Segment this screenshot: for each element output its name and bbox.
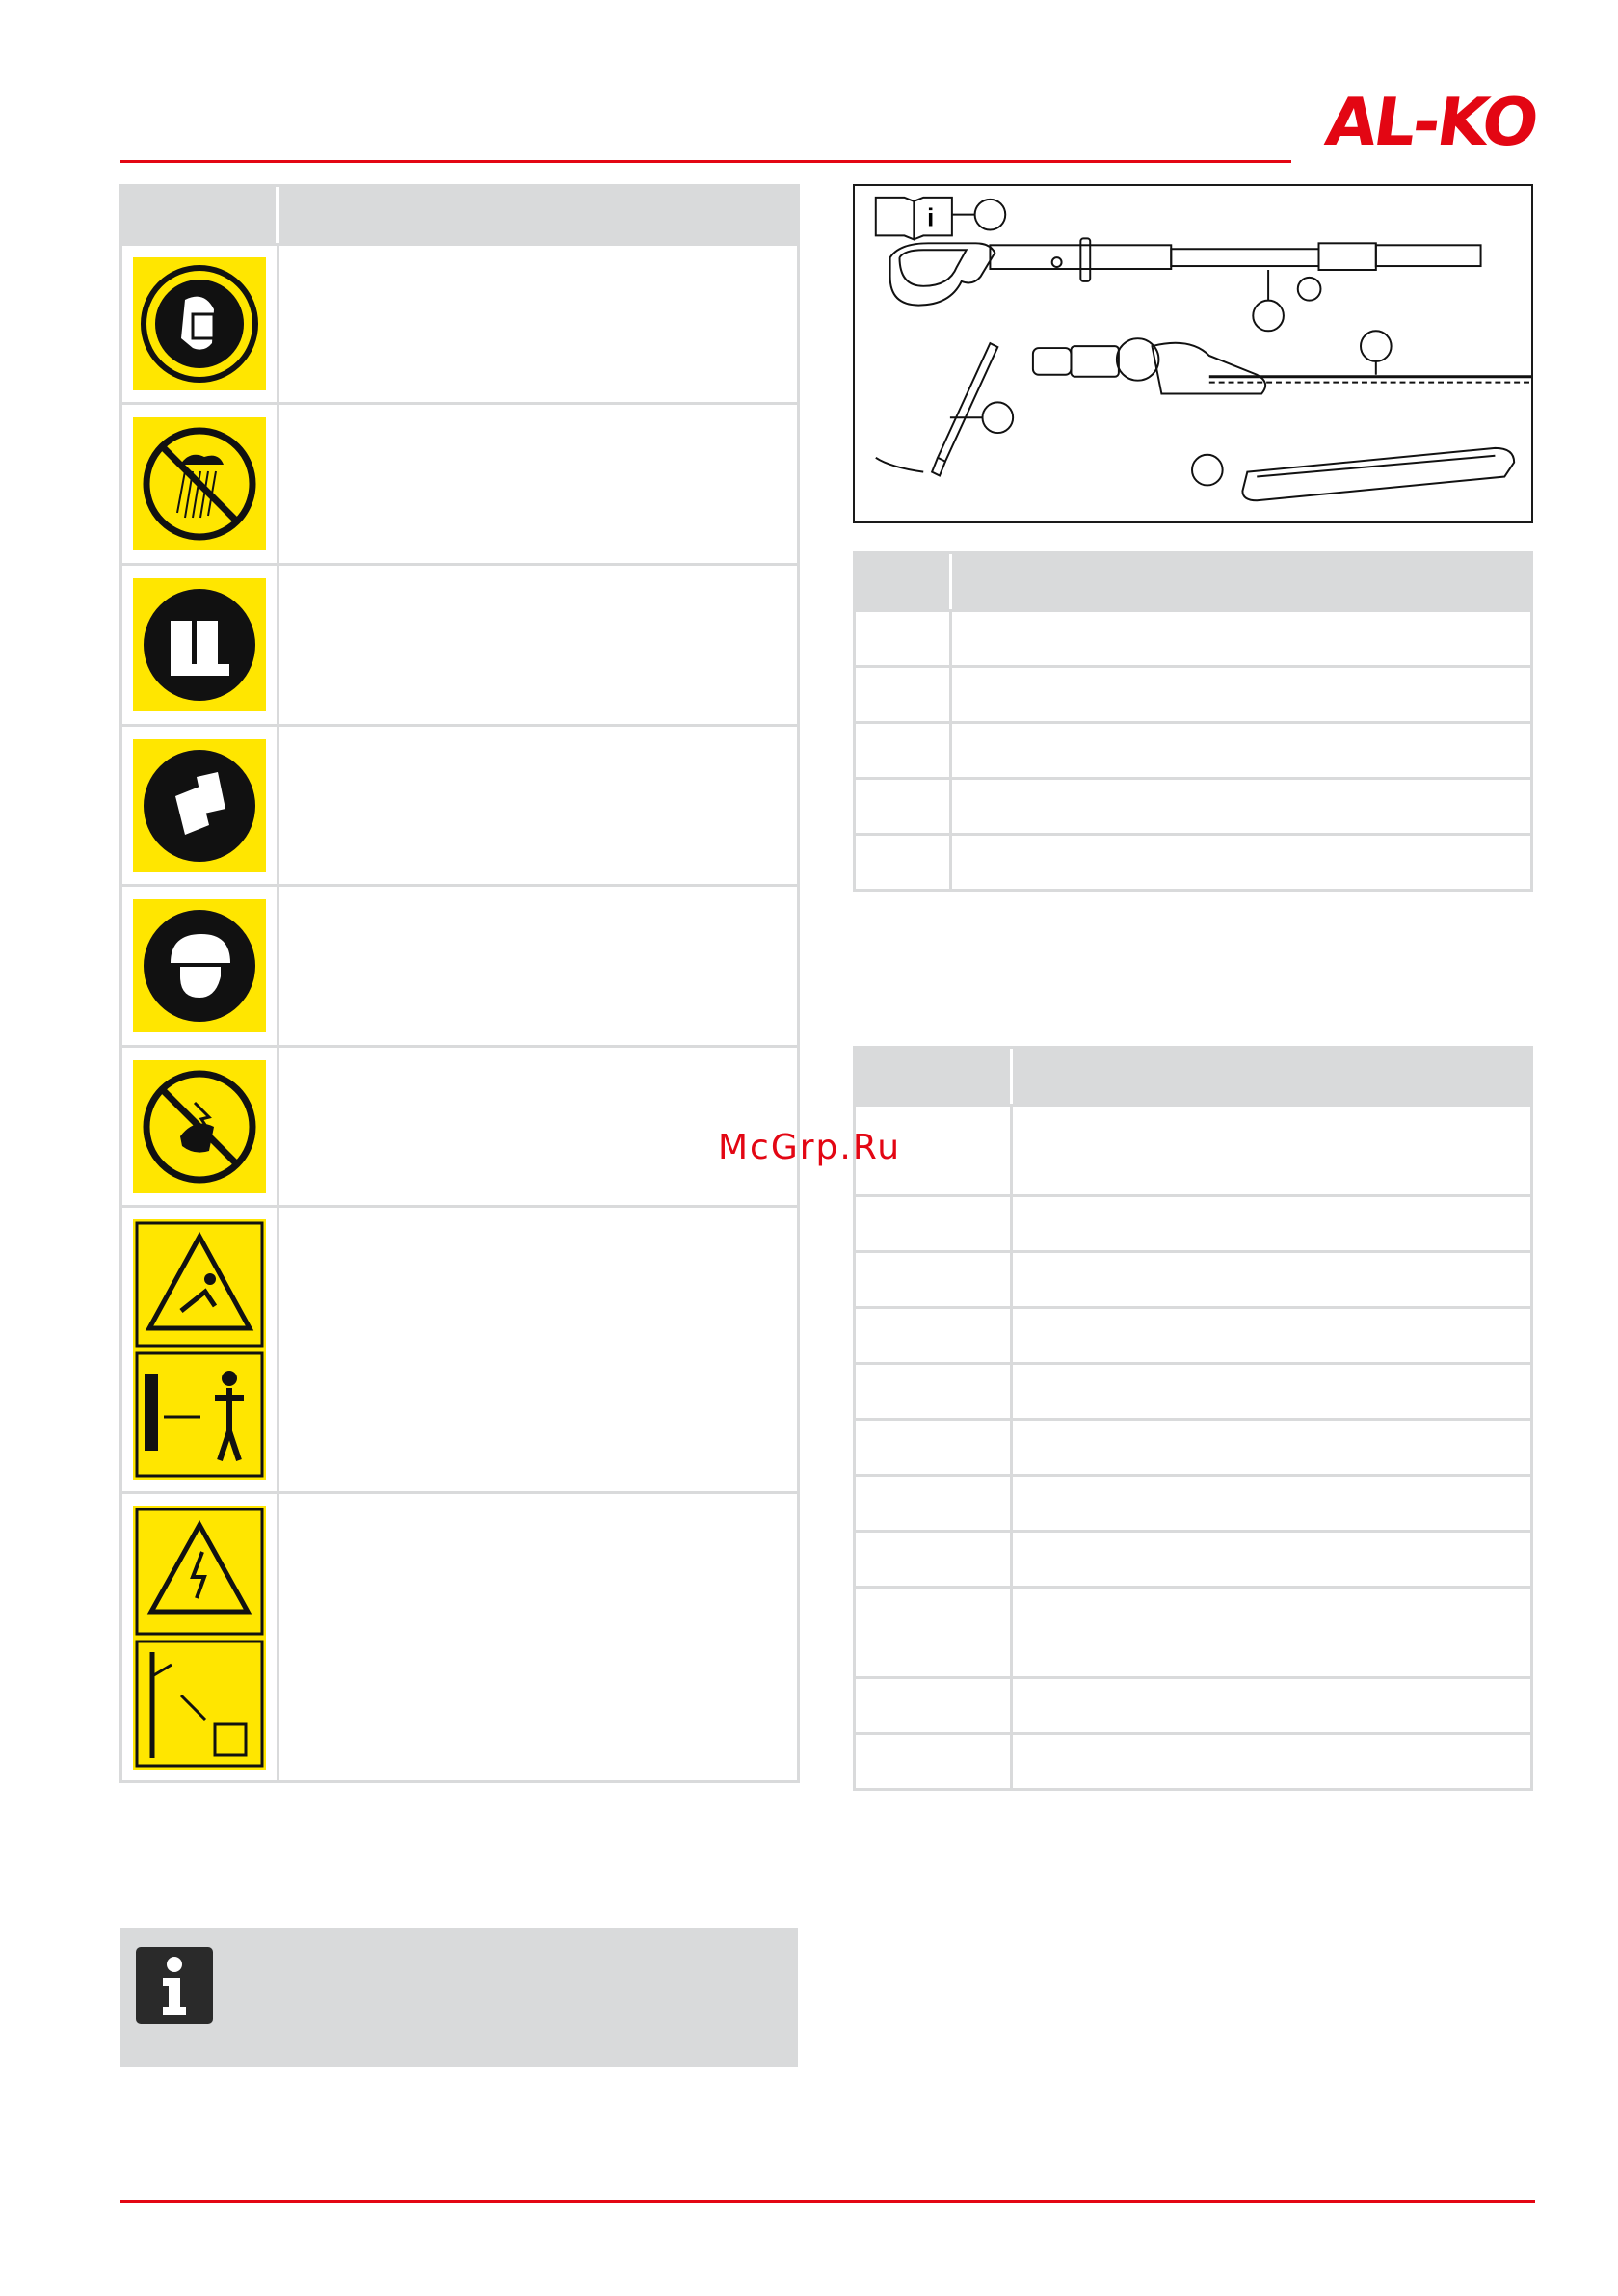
info-icon xyxy=(136,1947,213,2024)
falling-objects-distance-icon xyxy=(133,1219,266,1480)
table-row xyxy=(122,1491,797,1780)
table-row xyxy=(122,724,797,884)
table-row xyxy=(856,777,1530,833)
callout-5 xyxy=(1192,455,1223,486)
product-illustration xyxy=(853,184,1533,523)
safety-boots-icon xyxy=(133,578,266,711)
callout-1 xyxy=(975,200,1006,230)
table-row xyxy=(122,243,797,402)
table-row xyxy=(122,402,797,563)
specs-table xyxy=(853,1046,1533,1791)
hedge-trimmer-head xyxy=(1033,338,1531,393)
parts-table xyxy=(853,551,1533,892)
telescopic-shaft xyxy=(890,238,1481,305)
table-row xyxy=(856,1676,1530,1732)
table-row xyxy=(856,665,1530,721)
table-row xyxy=(856,609,1530,665)
table-header xyxy=(856,1049,1530,1104)
table-row xyxy=(856,1104,1530,1194)
table-row xyxy=(856,1194,1530,1250)
info-note xyxy=(120,1928,798,2067)
respirator-mask-icon xyxy=(133,257,266,390)
callout-4 xyxy=(983,402,1014,433)
table-row xyxy=(122,1045,797,1205)
safety-helmet-icon xyxy=(133,899,266,1032)
blade-guard xyxy=(1242,448,1514,500)
table-row xyxy=(856,1474,1530,1530)
table-row xyxy=(856,1586,1530,1676)
footer-rule xyxy=(120,2200,1535,2203)
table-row xyxy=(856,1530,1530,1586)
table-row xyxy=(856,721,1530,777)
table-row xyxy=(856,833,1530,889)
table-row xyxy=(856,1418,1530,1474)
table-row xyxy=(856,1250,1530,1306)
table-row xyxy=(856,1732,1530,1788)
al-ko-logo: AL-KO xyxy=(1320,85,1541,161)
table-header xyxy=(856,554,1530,609)
hex-key-tool xyxy=(876,343,998,475)
no-electrical-contact-icon xyxy=(133,1060,266,1193)
table-row xyxy=(122,563,797,724)
power-line-distance-icon xyxy=(133,1506,266,1770)
table-row xyxy=(856,1362,1530,1418)
watermark: McGrp.Ru xyxy=(718,1128,902,1167)
no-rain-icon xyxy=(133,417,266,550)
protective-gloves-icon xyxy=(133,739,266,872)
callout-3 xyxy=(1361,331,1392,361)
table-row xyxy=(856,1306,1530,1362)
callout-2 xyxy=(1253,301,1284,332)
svg-text:i: i xyxy=(927,204,935,232)
header-rule xyxy=(120,160,1291,163)
safety-symbols-table xyxy=(119,184,800,1783)
table-header xyxy=(122,187,797,243)
manual-book-icon xyxy=(876,198,952,240)
table-row xyxy=(122,884,797,1045)
table-row xyxy=(122,1205,797,1491)
